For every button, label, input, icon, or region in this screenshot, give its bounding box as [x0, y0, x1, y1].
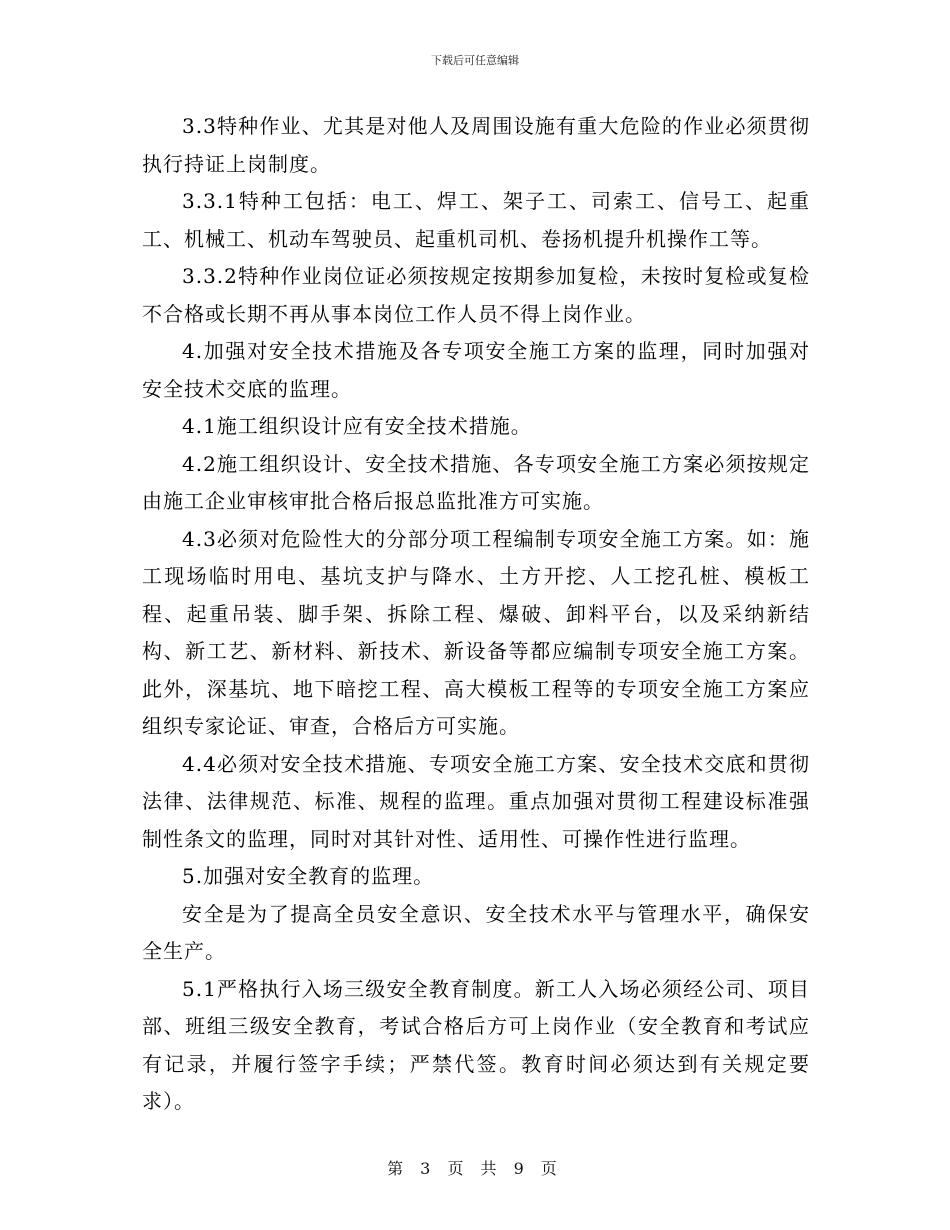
paragraph-5-intro: 安全是为了提高全员安全意识、安全技术水平与管理水平，确保安全生产。	[142, 901, 810, 963]
paragraph-4-3: 4.3必须对危险性大的分部分项工程编制专项安全施工方案。如：施工现场临时用电、基坑支护与降水、土方开挖、人工挖孔桩、模板工程、起重吊装、脚手架、拆除工程、爆破、卸料平台，以及采纳新结构、新工艺、新材料、新技术、新设备等都应编制专项安全施工方案。此外，深基坑、地下暗挖工程、高大模板工程等的专项安全施工方案应组织专家论证、审查，合格后方可实施。	[142, 526, 810, 738]
paragraph-4-4: 4.4必须对安全技术措施、专项安全施工方案、安全技术交底和贯彻法律、法律规范、标准、规程的监理。重点加强对贯彻工程建设标准强制性条文的监理，同时对其针对性、适用性、可操作性进行监理。	[142, 751, 810, 851]
paragraph-4: 4.加强对安全技术措施及各专项安全施工方案的监理，同时加强对安全技术交底的监理。	[142, 339, 810, 401]
page-header: 下载后可任意编辑	[431, 54, 519, 67]
paragraph-3-3-2: 3.3.2特种作业岗位证必须按规定按期参加复检，未按时复检或复检不合格或长期不再从事本岗位工作人员不得上岗作业。	[142, 264, 810, 326]
paragraph-3-3-1: 3.3.1特种工包括：电工、焊工、架子工、司索工、信号工、起重工、机械工、机动车驾驶员、起重机司机、卷扬机提升机操作工等。	[142, 189, 810, 251]
paragraph-4-1: 4.1施工组织设计应有安全技术措施。	[182, 414, 532, 438]
paragraph-5-1: 5.1严格执行入场三级安全教育制度。新工人入场必须经公司、项目部、班组三级安全教育，考试合格后方可上岗作业（安全教育和考试应有记录，并履行签字手续；严禁代签。教育时间必须达到有关规定要求）。	[142, 976, 810, 1113]
paragraph-5: 5.加强对安全教育的监理。	[182, 864, 435, 888]
document-body	[142, 108, 810, 1121]
paragraph-3-3: 3.3特种作业、尤其是对他人及周围设施有重大危险的作业必须贯彻执行持证上岗制度。	[142, 114, 810, 176]
paragraph-4-2: 4.2施工组织设计、安全技术措施、各专项安全施工方案必须按规定由施工企业审核审批合格后报总监批准方可实施。	[142, 451, 810, 513]
page-number-footer: 第 3 页 共 9 页	[387, 1159, 563, 1178]
